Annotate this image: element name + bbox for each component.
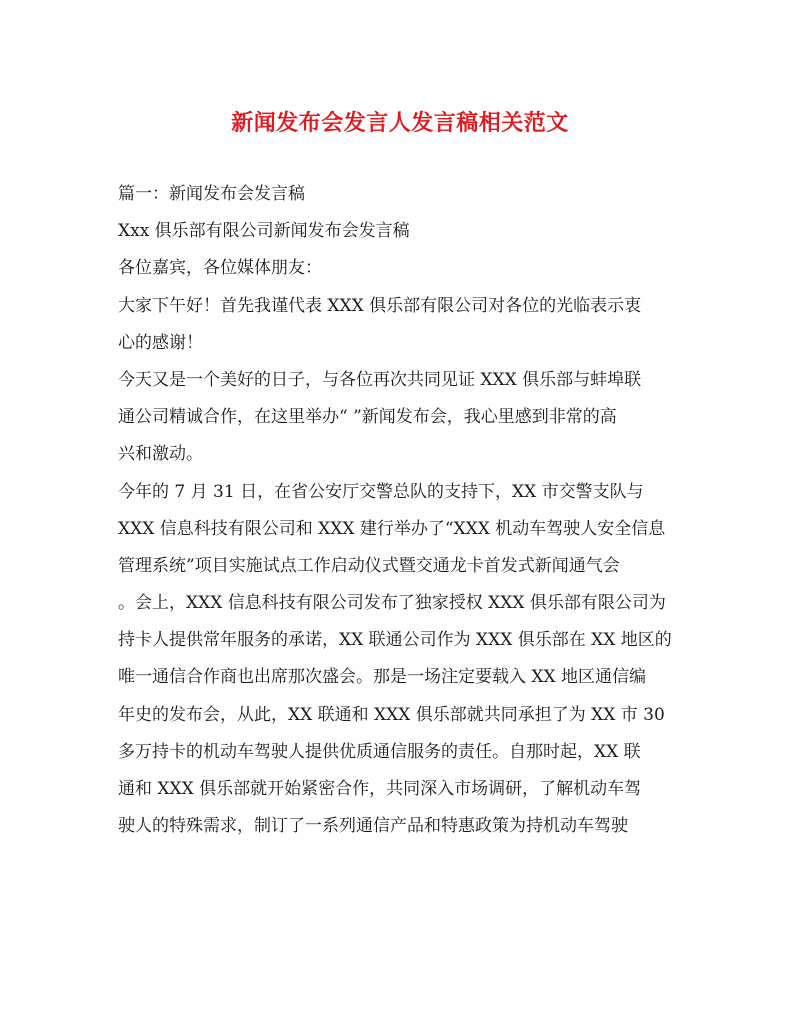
body-line: 年史的发布会，从此，XX 联通和 XXX 俱乐部就共同承担了为 XX 市 30 <box>118 704 665 725</box>
body-line: 多万持卡的机动车驾驶人提供优质通信服务的责任。自那时起，XX 联 <box>118 741 641 762</box>
body-line: 今年的 7 月 31 日，在省公安厅交警总队的支持下，XX 市交警支队与 <box>118 481 644 502</box>
body-line: 篇一：新闻发布会发言稿 <box>118 184 305 204</box>
body-line: 驶人的特殊需求，制订了一系列通信产品和特惠政策为持机动车驾驶 <box>118 816 628 837</box>
body-line: 通和 XXX 俱乐部就开始紧密合作，共同深入市场调研，了解机动车驾 <box>118 779 642 799</box>
document-body <box>118 176 688 845</box>
body-line: 管理系统”项目实施试点工作启动仪式暨交通龙卡首发式新闻通气会 <box>118 555 620 576</box>
body-line: 今天又是一个美好的日子，与各位再次共同见证 XXX 俱乐部与蚌埠联 <box>118 369 642 390</box>
body-line: 。会上，XXX 信息科技有限公司发布了独家授权 XXX 俱乐部有限公司为 <box>118 593 666 614</box>
body-line: 通公司精诚合作，在这里举办“ ”新闻发布会，我心里感到非常的高 <box>118 407 617 428</box>
body-line: 各位嘉宾，各位媒体朋友： <box>118 258 322 279</box>
body-line: XXX 信息科技有限公司和 XXX 建行举办了“XXX 机动车驾驶人安全信息 <box>118 518 666 539</box>
body-line: 唯一通信合作商也出席那次盛会。那是一场注定要载入 XX 地区通信编 <box>118 667 647 688</box>
body-line: 大家下午好！首先我谨代表 XXX 俱乐部有限公司对各位的光临表示衷 <box>118 295 642 316</box>
document-title: 新闻发布会发言人发言稿相关范文 <box>231 110 569 136</box>
body-line: 心的感谢！ <box>118 332 203 353</box>
body-line: 持卡人提供常年服务的承诺，XX 联通公司作为 XXX 俱乐部在 XX 地区的 <box>118 630 672 651</box>
body-line: Xxx 俱乐部有限公司新闻发布会发言稿 <box>118 221 410 242</box>
body-line: 兴和激动。 <box>118 444 203 465</box>
